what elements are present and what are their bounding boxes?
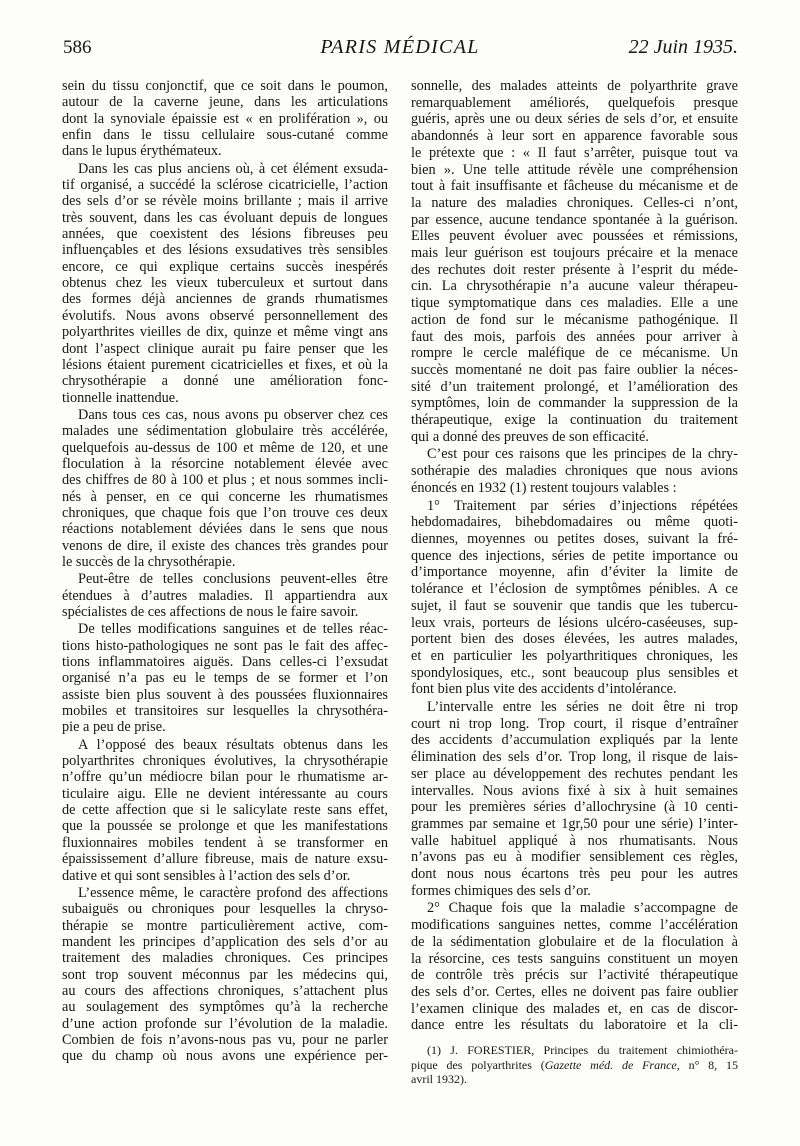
paragraph (62, 737, 388, 884)
text-line: tout à fait insuffisante et fâcheuse du mécanisme et de (411, 178, 738, 195)
text-line: Dans les cas plus anciens où, à cet élément exsuda- (78, 160, 388, 177)
text-line: que du champ où nous avons une expérience per- (62, 1048, 388, 1065)
text-line: autour de la caverne jeune, dans les articulations (62, 94, 388, 111)
text-line: L’essence même, le caractère profond des affections (78, 884, 388, 901)
text-line: spondylosiques, etc., sont beaucoup plus sensibles et (411, 664, 738, 681)
journal-title: PARIS MÉDICAL (320, 36, 480, 58)
text-line: évolutifs. Nous avons observé personnellement des (62, 307, 388, 324)
text-line: des rechutes doit rester présente à l’esprit du méde- (411, 261, 738, 278)
text-line: chrysothérapie a donné une amélioration fonc- (62, 373, 388, 390)
text-line: étendues à d’autres maladies. Il appartiendra aux (62, 587, 388, 604)
page-number: 586 (63, 37, 92, 58)
text-line: sont trop souvent méconnus par les médecins qui, (62, 966, 388, 983)
text-line: des chiffres de 80 à 100 et plus ; et nous sommes incli- (62, 472, 388, 489)
text-line: des sels d’or. Certes, elles ne doivent pas faire oublier (411, 983, 738, 1000)
footnote-text: , n° 8, 15 (676, 1057, 738, 1072)
text-line: n’avons pas eu à modifier sensiblement ces règles, (411, 849, 738, 866)
text-line: polyarthrites vieilles de dix, quinze et même vingt ans (62, 324, 388, 341)
text-line: modifications sanguines nettes, comme l’accélération (411, 917, 738, 934)
text-line: d’importance moyenne, afin d’éviter la limite de (411, 564, 738, 581)
text-line: que la poussée se prolonge et que les manifestations (62, 818, 388, 835)
text-line: intervalles. Nous avions fixé à six à huit semaines (411, 782, 738, 799)
text-line: Combien de fois n’avons-nous pas vu, pour ne parler (62, 1031, 388, 1048)
text-line: formes chimiques des sels d’or. (411, 882, 591, 899)
text-line: traitement des maladies chroniques. Ces principes (62, 950, 388, 967)
text-line: cin. La chrysothérapie n’a aucune valeur thérapeu- (411, 278, 738, 295)
text-line: d’une action profonde sur l’évolution de la maladie. (62, 1015, 388, 1032)
text-line: mandent les principes d’application des sels d’or au (62, 933, 388, 950)
text-line: la nature des maladies chroniques. Celles-ci n’ont, (411, 194, 738, 211)
text-line: des accidents d’accumulation expliqués par la lente (411, 732, 738, 749)
text-line: L’intervalle entre les séries ne doit être ni trop (427, 699, 738, 716)
text-line: malades une sédimentation globulaire très accélérée, (62, 423, 388, 440)
text-line: quence des injections, séries de petite importance ou (411, 547, 738, 564)
text-line: assiste bien plus souvent à des poussées fluxionnaires (62, 686, 388, 703)
text-line: venons de dire, il existe des chances très grandes pour (62, 537, 388, 554)
text-line: sujet, il faut se souvenir que tandis que les tubercu- (411, 597, 738, 614)
text-line: succès momentané ne doit pas faire oublier la néces- (411, 361, 738, 378)
text-line: obtenus chez les vieux tuberculeux et surtout dans (62, 275, 388, 292)
text-line: pie a peu de prise. (62, 719, 166, 736)
text-line: valle habituel appliqué à nos rhumatisants. Nous (411, 832, 738, 849)
text-line: bien ». Une telle attitude révèle une compréhension (411, 161, 738, 178)
text-line: action de fond sur le mécanisme pathogénique. Il (411, 311, 738, 328)
text-line: subaiguës ou chroniques pour lesquelles la chryso- (62, 901, 388, 918)
text-line: tique symptomatique dans ces maladies. Elle a une (411, 295, 738, 312)
text-line: sonnelle, des malades atteints de polyarthrite grave (411, 78, 738, 94)
paragraph (411, 900, 738, 1034)
text-line: ser place au développement des rechutes pendant les (411, 765, 738, 782)
text-line: au soulagement des symptômes qu’à la recherche (62, 999, 388, 1016)
paragraph (62, 78, 388, 160)
text-line: dans le lupus érythémateux. (62, 143, 222, 160)
paragraph (411, 699, 738, 899)
text-line: guéris, après une ou deux séries de sels d’or, et ensuite (411, 111, 738, 128)
text-line: le succès de la chrysothérapie. (62, 553, 236, 570)
text-line: n’offre qu’un médiocre bilan pour le rhumatisme ar- (62, 769, 388, 786)
text-line: polyarthrites chroniques évolutives, la chrysothérapie (62, 753, 388, 770)
text-line: le prétexte que : « Il faut s’arrêter, puisque tout va (411, 144, 738, 161)
text-line: mobiles et transitoires sur lesquelles la chrysothéra- (62, 703, 388, 720)
text-line: élimination des sels d’or. Trop long, il risque de lais- (411, 749, 738, 766)
text-line: faut des mois, parfois des années pour arriver à (411, 328, 738, 345)
text-line: années, que coexistent des lésions fibreuses peu (62, 226, 388, 243)
text-line: influençables et des lésions exsudatives très sensibles (62, 242, 388, 259)
text-line: leux vrais, porteurs de lésions ulcéro-caséeuses, sup- (411, 614, 738, 631)
text-line: tionnelle inattendue. (62, 389, 179, 406)
text-line: thérapeutique, exige la continuation du traitement (411, 412, 738, 429)
text-line: tions histo-pathologiques ne sont pas le fait des affec- (62, 637, 388, 654)
text-line: dance entre les résultats du laboratoire et la cli- (411, 1017, 738, 1034)
text-line: portent bien des doses élevées, les autres malades, (411, 631, 738, 648)
text-line: des formes déjà anciennes de grands rhumatismes (62, 291, 388, 308)
text-line: sité d’un traitement prolongé, et l’amélioration des (411, 378, 738, 395)
paragraph (62, 621, 388, 735)
text-line: dative et qui sont sensibles à l’action des sels d’or. (62, 867, 351, 884)
issue-date: 22 Juin 1935. (628, 36, 738, 58)
text-line: enfin dans le tissu cellulaire sous-cutané comme (62, 127, 388, 144)
text-line: réactions notablement déviées dans le sens que nous (62, 521, 388, 538)
text-line: hebdomadaires, bihebdomadaires ou même quoti- (411, 514, 738, 531)
text-line: chroniques, que chaque fois que l’on trouve ces deux (62, 504, 388, 521)
text-line: tolérance et l’éclosion de symptômes pénibles. A ce (411, 581, 738, 598)
text-line: très souvent, dans les cas évoluant depuis de longues (62, 209, 388, 226)
paragraph (62, 571, 388, 620)
text-line: et en particulier les polyarthritiques chroniques, les (411, 647, 738, 664)
text-line: 1° Traitement par séries d’injections répétées (427, 497, 738, 514)
text-line: fluxionnaires mobiles tendent à se transformer en (62, 834, 388, 851)
footnote (411, 1043, 738, 1087)
footnote-line: (1) J. FORESTIER, Principes du traitement chimiothéra- (427, 1043, 738, 1058)
text-line: qui a donné des preuves de son efficacité. (411, 428, 649, 445)
text-line: nés à penser, en ce qui concerne les rhumatismes (62, 488, 388, 505)
text-line: Peut-être de telles conclusions peuvent-elles être (78, 571, 388, 588)
paragraph (62, 407, 388, 570)
text-line: ticulaire aigu. Elle ne devient intéressante au cours (62, 785, 388, 802)
text-line: spécialistes de ces affections de nous le faire savoir. (62, 604, 359, 620)
footnote-text: pique des polyarthrites ( (411, 1057, 545, 1072)
text-line: au cours des affections chroniques, s’attachent plus (62, 982, 388, 999)
text-line: de cette affection que si le salicylate reste sans effet, (62, 802, 388, 819)
text-line: font bien plus vite des accidents d’intolérance. (411, 681, 677, 698)
text-line: De telles modifications sanguines et de telles réac- (78, 621, 388, 638)
text-line: pour les premières séries d’allochrysine (à 10 centi- (411, 799, 738, 816)
text-line: grammes par semaine et 1gr,50 pour une série) l’inter- (411, 815, 738, 832)
text-line: sothérapie des maladies chroniques que nous avions (411, 463, 738, 480)
right-column (411, 78, 738, 1087)
text-line: tif organisé, a succédé la sclérose cicatricielle, l’action (62, 177, 388, 194)
running-header (62, 36, 738, 64)
text-line: 2° Chaque fois que la maladie s’accompagne de (427, 900, 738, 917)
text-line: lésions étaient purement cicatricielles et fixes, et où la (62, 356, 388, 373)
text-line: dont l’aspect clinique aurait pu faire penser que les (62, 340, 388, 357)
text-line: de la sédimentation globulaire et de la floculation à (411, 933, 738, 950)
text-line: épaississement d’allure fibreuse, mais de nature exsu- (62, 851, 388, 868)
paragraph (62, 161, 388, 406)
text-line: encore, ce qui explique certains succès inespérés (62, 258, 388, 275)
text-line: sein du tissu conjonctif, que ce soit dans le poumon, (62, 78, 388, 94)
text-line: l’examen clinique des malades et, en cas de discor- (411, 1000, 738, 1017)
paragraph (411, 78, 738, 445)
footnote-line (411, 1058, 738, 1073)
text-line: Elles peuvent évoluer avec poussées et rémissions, (411, 228, 738, 245)
paragraph (62, 885, 388, 1065)
text-line: floculation à la résorcine notablement élevée avec (62, 455, 388, 472)
paragraph (411, 446, 738, 496)
text-line: la résorcine, ces tests sanguins constituent un moyen (411, 950, 738, 967)
text-line: Dans tous ces cas, nous avons pu observer chez ces (78, 406, 388, 423)
text-line: abandonnés à leur sort en apparence favorable sous (411, 128, 738, 145)
text-line: diennes, moyennes ou petites doses, suivant la fré- (411, 530, 738, 547)
text-line: dont la synoviale épaissie est « en prolifération », ou (62, 110, 388, 127)
text-line: court ni trop long. Trop court, il risque d’entraîner (411, 715, 738, 732)
text-line: organisé n’a pas eu le temps de se former et l’on (62, 670, 388, 687)
text-line: symptômes, loin de commander la suppression de la (411, 395, 738, 412)
text-line: énoncés en 1932 (1) restent toujours valables : (411, 479, 677, 496)
text-line: mais leur guérison est toujours précaire et la menace (411, 245, 738, 262)
footnote-line: avril 1932). (411, 1072, 467, 1087)
text-line: tions inflammatoires aiguës. Dans celles-ci l’exsudat (62, 654, 388, 671)
paragraph (411, 498, 738, 698)
text-line: quelquefois au-dessus de 100 et même de 120, et une (62, 439, 388, 456)
text-line: C’est pour ces raisons que les principes de la chry- (427, 446, 738, 463)
text-line: thérapie se montre particulièrement active, com- (62, 917, 388, 934)
left-column-text (62, 78, 388, 1065)
text-line: rompre le cercle maléfique de ce mécanisme. Un (411, 345, 738, 362)
text-line: dont nous nous écartons très peu pour les autres (411, 866, 738, 883)
right-column-text (411, 78, 738, 1034)
text-line: de contrôle très précis sur l’activité thérapeutique (411, 967, 738, 984)
text-line: par essence, aucune tendance spontanée à la guérison. (411, 211, 738, 228)
journal-reference: Gazette méd. de France (544, 1057, 677, 1072)
text-line: A l’opposé des beaux résultats obtenus dans les (78, 736, 388, 753)
left-column (62, 78, 388, 1065)
text-line: remarquablement améliorés, quelquefois presque (411, 94, 738, 111)
text-line: des sels d’or se révèle moins brillante ; mais il arrive (62, 193, 388, 210)
